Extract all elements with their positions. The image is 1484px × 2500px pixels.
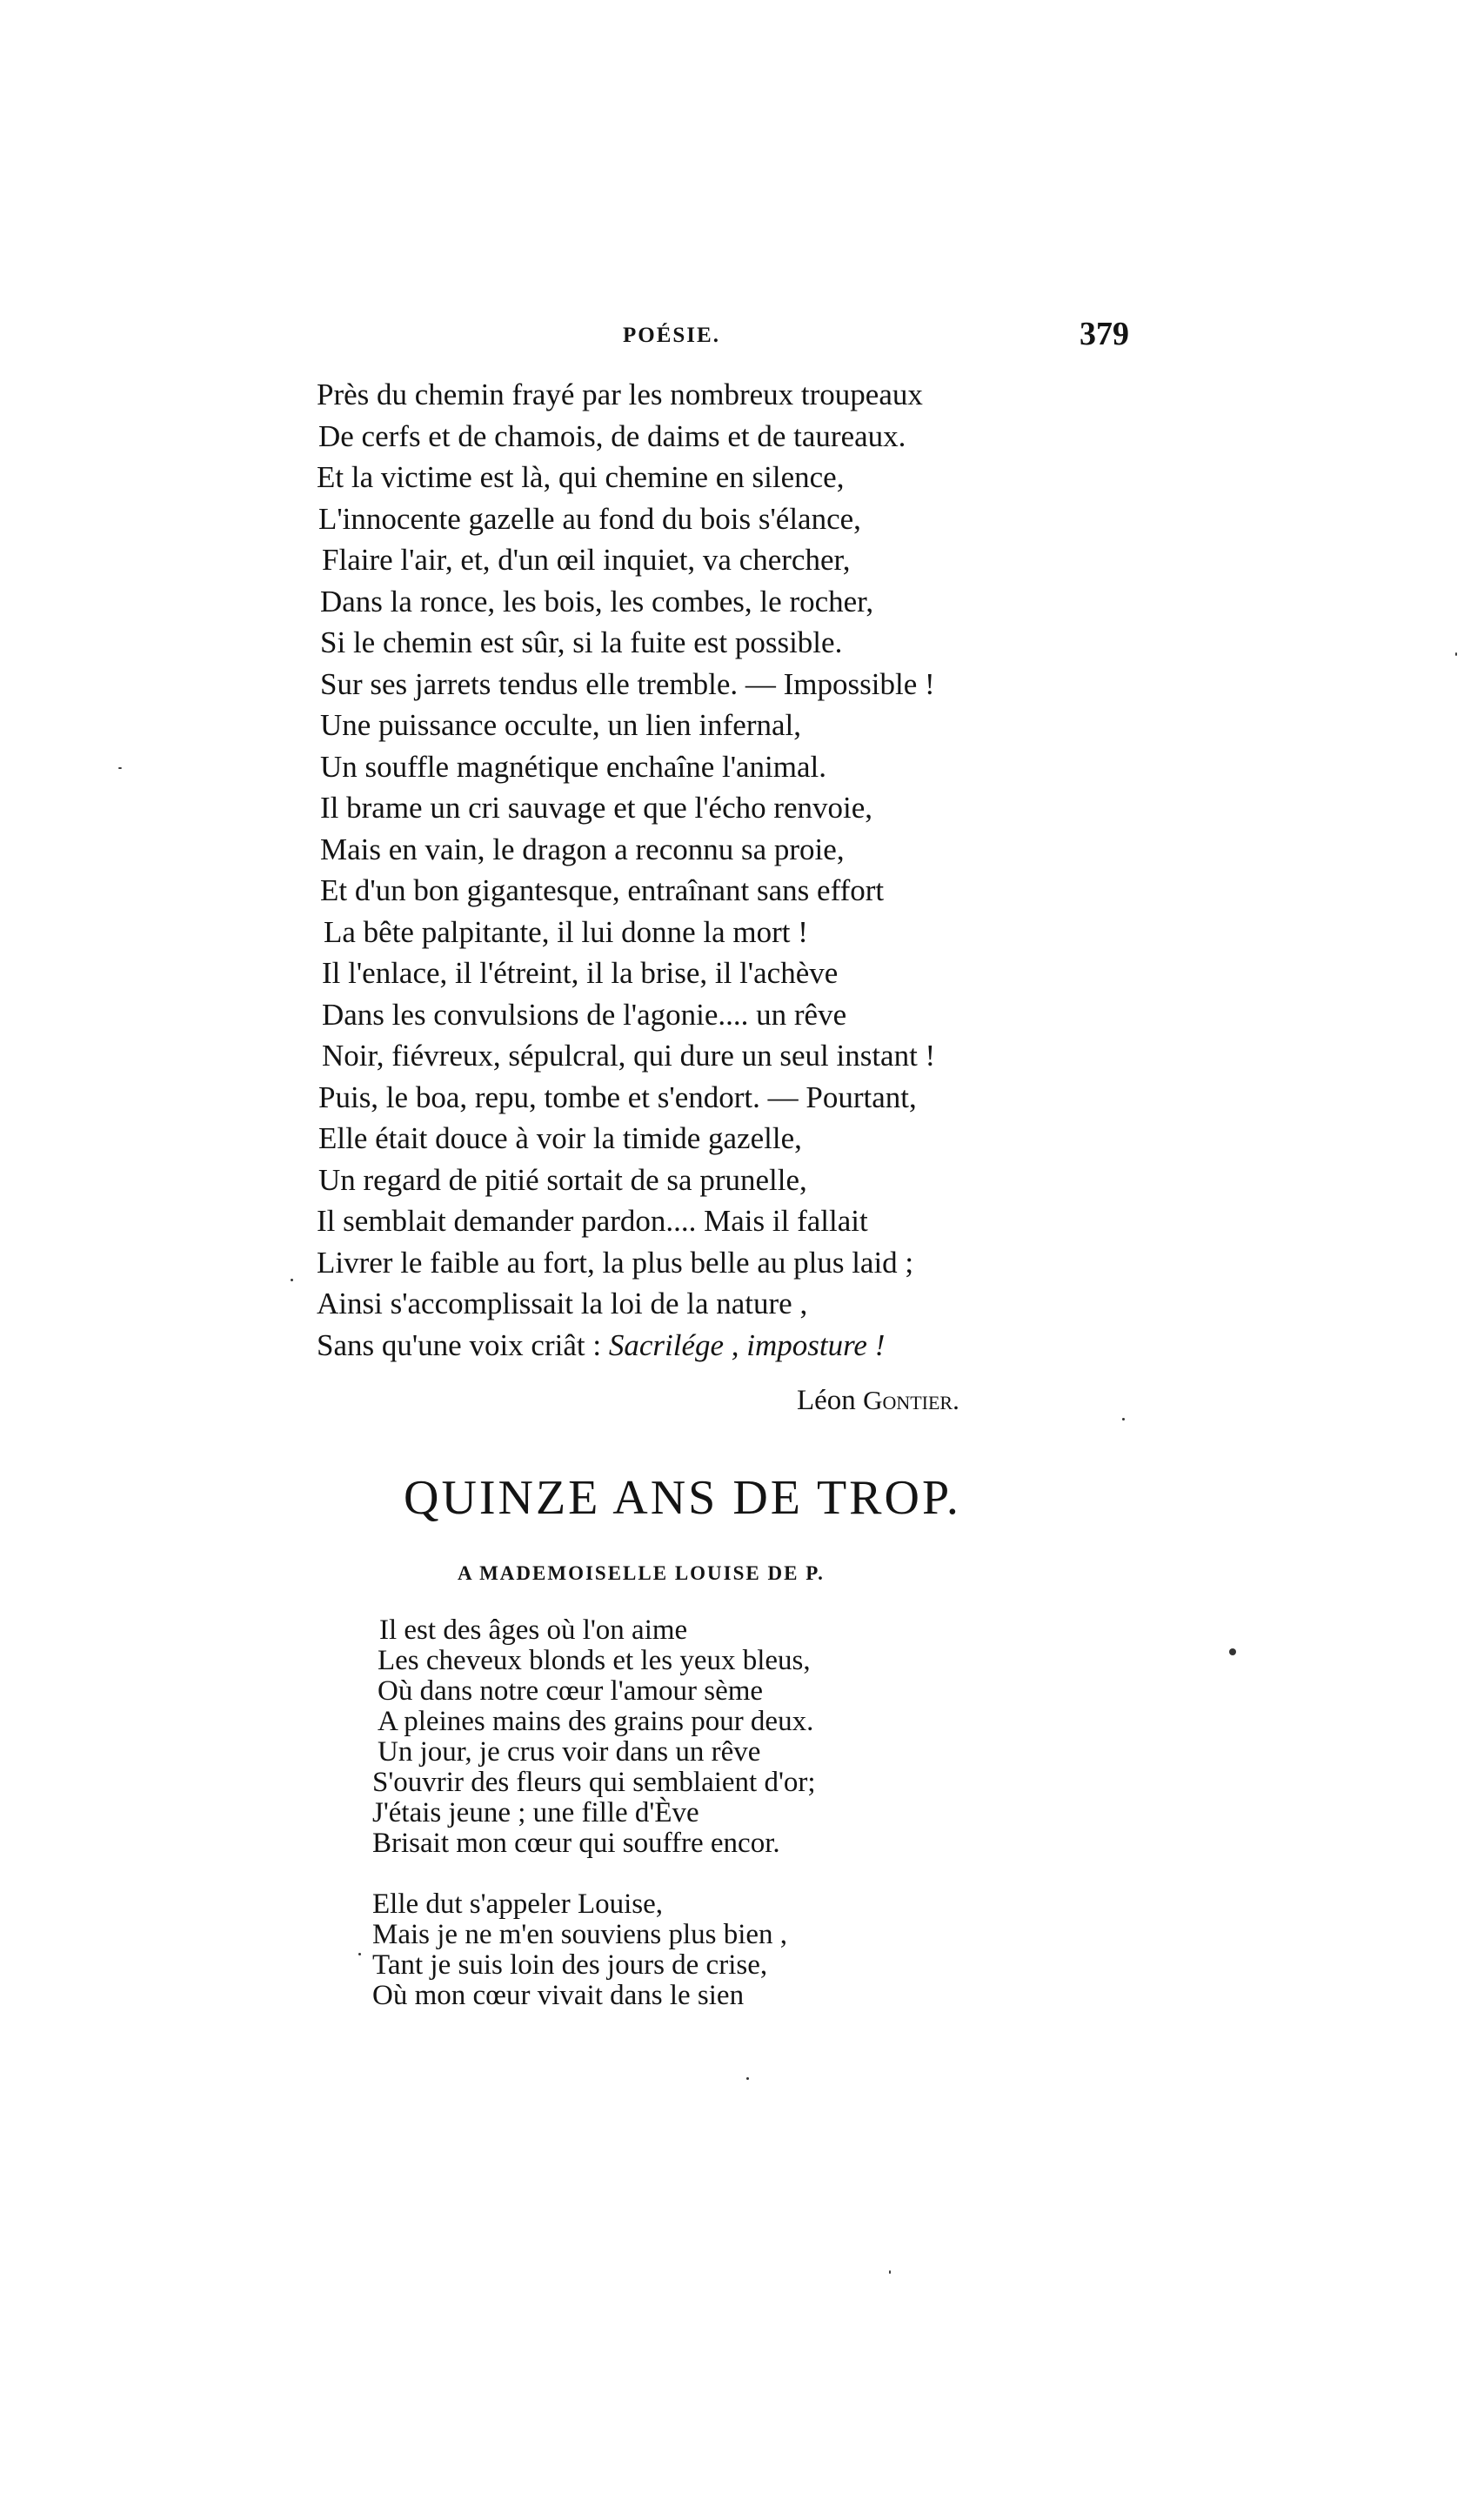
ink-speck — [889, 2270, 891, 2274]
author-last-name: Gontier. — [863, 1385, 959, 1415]
author-first-name: Léon — [797, 1385, 864, 1416]
verse-line: Mais je ne m'en souviens plus bien , — [372, 1919, 788, 1950]
verse-line-final — [317, 1325, 1013, 1367]
poem-title: QUINZE ANS DE TROP. — [404, 1471, 961, 1525]
verse-line: La bête palpitante, il lui donne la mort ! — [324, 914, 808, 949]
verse-line: Livrer le faible au fort, la plus belle au plus laid ; — [317, 1245, 914, 1280]
verse-line: Il brame un cri sauvage et que l'écho renvoie, — [320, 791, 873, 825]
verse-line: Brisait mon cœur qui souffre encor. — [372, 1828, 780, 1859]
verse-line-italic: Sacrilége , imposture ! — [608, 1327, 886, 1362]
running-title: POÉSIE. — [623, 324, 720, 347]
ink-speck — [1122, 1418, 1125, 1420]
verse-line: Tant je suis loin des jours de crise, — [372, 1949, 768, 1981]
verse-line: Flaire l'air, et, d'un œil inquiet, va chercher, — [322, 543, 851, 577]
verse-line: De cerfs et de chamois, de daims et de taureaux. — [318, 418, 906, 453]
stanza — [372, 1615, 981, 1859]
poem-dedication: A MADEMOISELLE LOUISE DE P. — [458, 1562, 825, 1584]
verse-line: Il semblait demander pardon.... Mais il fallait — [317, 1204, 868, 1238]
ink-speck — [118, 767, 122, 769]
page-number: 379 — [1080, 316, 1129, 352]
verse-line: Si le chemin est sûr, si la fuite est possible. — [320, 625, 843, 659]
verse-line: Ainsi s'accomplissait la loi de la nature , — [317, 1287, 808, 1320]
poem-continuation — [317, 374, 1013, 1366]
verse-line: Un souffle magnétique enchaîne l'animal. — [320, 749, 826, 784]
verse-line: Près du chemin frayé par les nombreux troupeaux — [317, 378, 923, 411]
verse-line: Dans la ronce, les bois, les combes, le rocher, — [320, 584, 874, 618]
verse-line: Mais en vain, le dragon a reconnu sa proie, — [320, 832, 845, 866]
verse-line: J'étais jeune ; une fille d'Ève — [372, 1797, 699, 1828]
verse-line: Dans les convulsions de l'agonie.... un rêve — [322, 997, 847, 1032]
verse-line: Il l'enlace, il l'étreint, il la brise, il l'achève — [322, 956, 839, 990]
verse-line: Un jour, je crus voir dans un rêve — [378, 1736, 761, 1768]
ink-speck — [291, 1279, 293, 1281]
verse-line: Sur ses jarrets tendus elle tremble. — Impossible ! — [320, 666, 935, 701]
verse-line: Où dans notre cœur l'amour sème — [378, 1675, 764, 1707]
verse-line: Elle dut s'appeler Louise, — [372, 1888, 664, 1920]
verse-line: Noir, fiévreux, sépulcral, qui dure un seul instant ! — [322, 1039, 936, 1073]
ink-speck — [1455, 652, 1457, 656]
verse-line: S'ouvrir des fleurs qui semblaient d'or; — [372, 1767, 816, 1798]
verse-line: L'innocente gazelle au fond du bois s'élance, — [318, 501, 861, 536]
ink-speck — [1229, 1648, 1236, 1655]
verse-line-text: Sans qu'une voix criât : — [317, 1327, 609, 1362]
verse-line: Puis, le boa, repu, tombe et s'endort. — Pourtant, — [318, 1080, 917, 1114]
ink-speck — [358, 1953, 361, 1955]
verse-line: Où mon cœur vivait dans le sien — [372, 1980, 745, 2011]
verse-line: Et d'un bon gigantesque, entraînant sans effort — [320, 873, 885, 907]
verse-line: Et la victime est là, qui chemine en silence, — [317, 460, 845, 494]
verse-line: Les cheveux blonds et les yeux bleus, — [378, 1645, 811, 1676]
poem-body — [372, 1615, 981, 2042]
verse-line: A pleines mains des grains pour deux. — [378, 1706, 814, 1737]
verse-line: Une puissance occulte, un lien infernal, — [320, 708, 801, 742]
verse-line: Un regard de pitié sortait de sa prunelle, — [318, 1162, 807, 1197]
verse-line: Elle était douce à voir la timide gazelle, — [318, 1121, 802, 1155]
stanza — [372, 1889, 981, 2011]
author-signature — [797, 1385, 959, 1417]
verse-line: Il est des âges où l'on aime — [379, 1614, 688, 1646]
ink-speck — [746, 2077, 749, 2080]
